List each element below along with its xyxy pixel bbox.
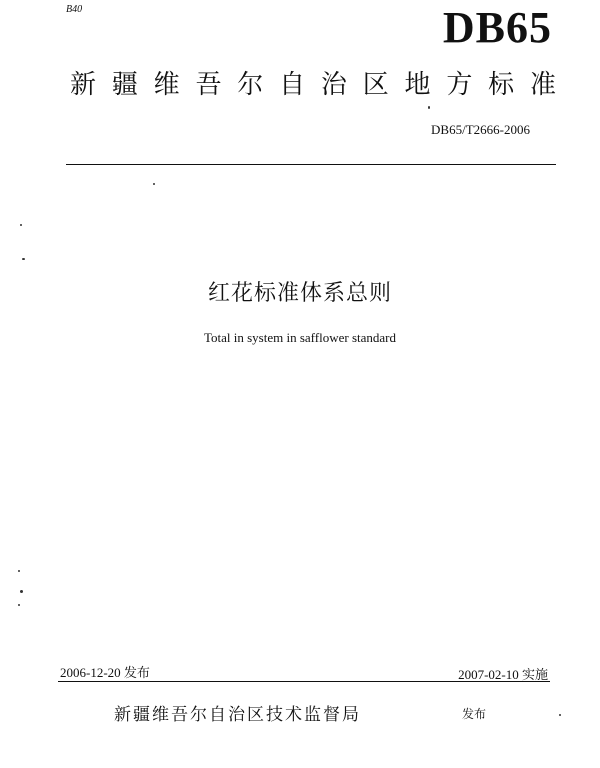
- footer-divider: [58, 681, 550, 682]
- issuing-authority-suffix: 发布: [462, 707, 487, 721]
- scan-speck: [20, 224, 22, 226]
- standard-level-heading: 新疆维吾尔自治区地方标准: [70, 70, 556, 100]
- scan-speck: [22, 258, 25, 260]
- scan-speck: [20, 590, 23, 593]
- issue-date: 2006-12-20 发布: [60, 665, 150, 680]
- standard-number: DB65/T2666-2006: [431, 122, 530, 137]
- scan-speck: [428, 106, 430, 109]
- implementation-date: 2007-02-10 实施: [458, 667, 548, 682]
- standard-code-large: DB65: [442, 3, 552, 52]
- issuing-authority: 新疆维吾尔自治区技术监督局: [114, 705, 361, 725]
- scan-speck: [559, 714, 561, 716]
- scan-speck: [18, 570, 20, 572]
- scan-speck: [153, 183, 155, 185]
- header-divider: [66, 164, 556, 165]
- document-title-chinese: 红花标准体系总则: [207, 281, 392, 306]
- scan-speck: [18, 604, 20, 606]
- document-title-english: Total in system in safflower standard: [203, 330, 396, 345]
- classification-code: B40: [66, 4, 83, 15]
